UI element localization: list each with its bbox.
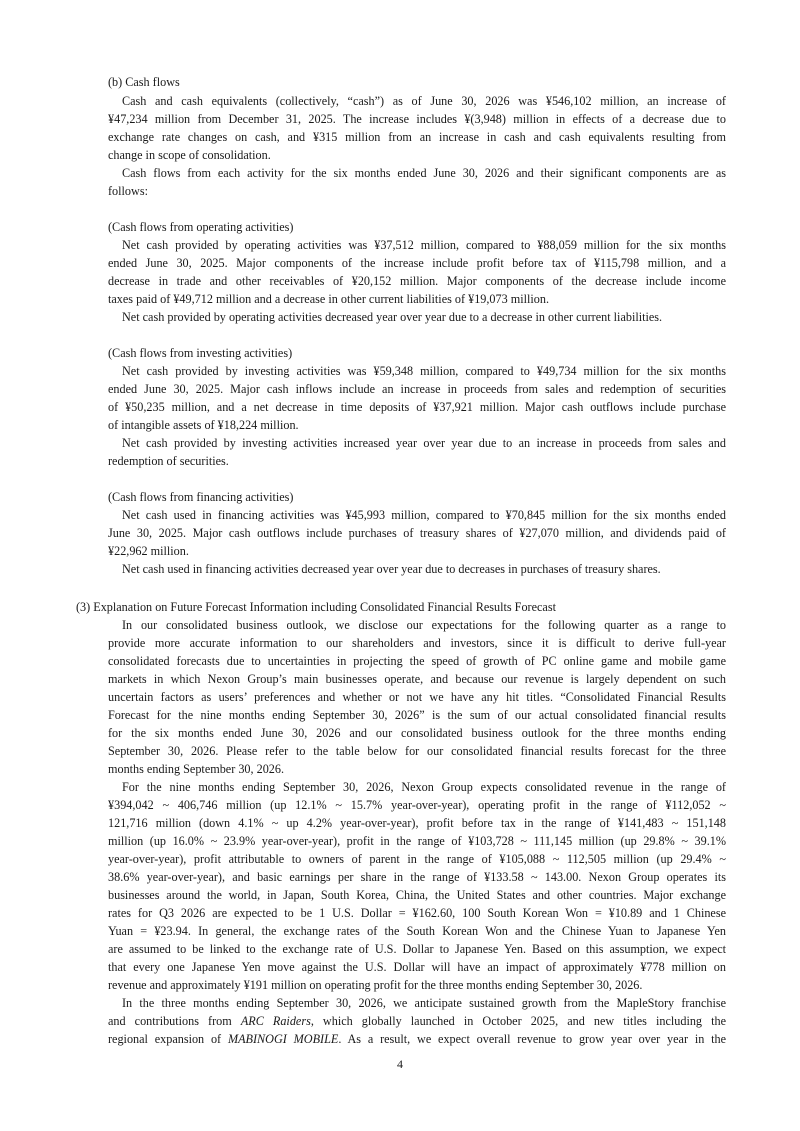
paragraph-line: ¥22,962 million. [108, 544, 189, 558]
paragraph-line [108, 1031, 726, 1047]
paragraph-line: 38.6% year-over-year), and basic earnings per share in the range of ¥133.58 ~ 143.00. Nexon Group operates its [108, 870, 726, 884]
paragraph-line: uncertain factors as users’ preferences and whether or not we have any hit titles. “Consolidated Financial Results [108, 690, 726, 704]
paragraph-line: follows: [108, 184, 148, 198]
subsection-heading: (Cash flows from financing activities) [108, 490, 294, 504]
paragraph-line: ended June 30, 2025. Major components of the increase include profit before tax of ¥115,798 million, and a [108, 256, 726, 270]
paragraph-line: exchange rate changes on cash, and ¥315 million from an increase in cash and cash equivalents resulting from [108, 130, 726, 144]
paragraph-line: Forecast for the nine months ending September 30, 2026” is the sum of our actual consolidated financial results [108, 708, 726, 722]
section-heading: (3) Explanation on Future Forecast Information including Consolidated Financial Results Forecast [76, 600, 556, 614]
paragraph-line: ended June 30, 2025. Major cash inflows include an increase in proceeds from sales and redemption of securities [108, 382, 726, 396]
subsection-heading: (Cash flows from investing activities) [108, 346, 293, 360]
paragraph-line: decrease in trade and other receivables of ¥20,152 million. Major components of the decrease include income [108, 274, 726, 288]
paragraph-line: rates for Q3 2026 are expected to be 1 U.S. Dollar = ¥162.60, 100 South Korean Won = ¥10.89 and 1 Chinese [108, 906, 726, 920]
paragraph-line: redemption of securities. [108, 454, 229, 468]
paragraph-line: ¥47,234 million from December 31, 2025. The increase includes ¥(3,948) million in effects of a decrease due to [108, 112, 726, 126]
paragraph-line: In our consolidated business outlook, we disclose our expectations for the following quarter as a range to [122, 618, 726, 632]
paragraph-line: revenue and approximately ¥191 million on operating profit for the three months ending September 30, 2026. [108, 978, 643, 992]
paragraph-line: Net cash provided by operating activities decreased year over year due to a decrease in other current liabilities. [122, 310, 663, 324]
paragraph-line: months ending September 30, 2026. [108, 762, 285, 776]
paragraph-line: year-over-year), profit attributable to owners of parent in the range of ¥105,088 ~ 112,505 million (up 29.4% ~ [108, 852, 726, 866]
page-number: 4 [397, 1057, 403, 1071]
text-run: , which globally launched in October 2025, and new titles including the [310, 1014, 726, 1028]
paragraph-line: provide more accurate information to our shareholders and investors, since it is difficult to derive full-year [108, 636, 726, 650]
paragraph-line: for the six months ended June 30, 2026 and our consolidated business outlook for the three months ending [108, 726, 726, 740]
paragraph-line: of ¥50,235 million, and a net decrease in time deposits of ¥37,921 million. Major cash outflows include purchase [108, 400, 726, 414]
paragraph-line: Net cash provided by investing activities was ¥59,348 million, compared to ¥49,734 million for the six months [122, 364, 726, 378]
paragraph-line: Net cash provided by investing activities increased year over year due to an increase in proceeds from sales and [122, 436, 726, 450]
paragraph-line: Cash and cash equivalents (collectively, “cash”) as of June 30, 2026 was ¥546,102 million, an increase of [122, 94, 726, 108]
paragraph-line: businesses around the world, in Japan, South Korea, China, the United States and other countries. Major exchange [108, 888, 726, 902]
text-run: and contributions from [108, 1014, 241, 1028]
paragraph-line: 121,716 million (down 4.1% ~ up 4.2% year-over-year), profit before tax in the range of ¥141,483 ~ 151,148 [108, 816, 726, 830]
paragraph-line [108, 1013, 726, 1029]
game-title-arc-raiders: ARC Raiders [240, 1014, 311, 1028]
paragraph-line: are assumed to be linked to the exchange rate of U.S. Dollar to Japanese Yen. Based on this assumption, we expect [108, 942, 726, 956]
paragraph-line: of intangible assets of ¥18,224 million. [108, 418, 299, 432]
paragraph-line: For the nine months ending September 30, 2026, Nexon Group expects consolidated revenue in the range of [122, 780, 726, 794]
paragraph-line: million (up 16.0% ~ 23.9% year-over-year), profit in the range of ¥103,728 ~ 111,145 million (up 29.8% ~ 39.1% [108, 834, 726, 848]
section-heading: (b) Cash flows [108, 75, 180, 89]
text-run: . As a result, we expect overall revenue to grow year over year in the [338, 1032, 727, 1046]
paragraph-line: June 30, 2025. Major cash outflows include purchases of treasury shares of ¥27,070 million, and dividends paid of [108, 526, 726, 540]
paragraph-line: Net cash used in financing activities was ¥45,993 million, compared to ¥70,845 million for the six months ended [122, 508, 726, 522]
paragraph-line: consolidated forecasts due to uncertainties in projecting the speed of growth of PC online game and mobile game [108, 654, 726, 668]
paragraph-line: Cash flows from each activity for the six months ended June 30, 2026 and their significant components are as [122, 166, 726, 180]
paragraph-line: that every one Japanese Yen move against the U.S. Dollar will have an impact of approximately ¥778 million on [108, 960, 726, 974]
paragraph-line: Net cash used in financing activities decreased year over year due to decreases in purchases of treasury shares. [122, 562, 661, 576]
paragraph-line: markets in which Nexon Group’s main businesses operate, and because our revenue is largely dependent on such [108, 672, 726, 686]
game-title-mabinogi-mobile: MABINOGI MOBILE [227, 1032, 339, 1046]
paragraph-line: September 30, 2026. Please refer to the table below for our consolidated financial results forecast for the three [108, 744, 726, 758]
paragraph-line: change in scope of consolidation. [108, 148, 271, 162]
paragraph-line: taxes paid of ¥49,712 million and a decrease in other current liabilities of ¥19,073 million. [108, 292, 550, 306]
paragraph-line: In the three months ending September 30, 2026, we anticipate sustained growth from the MapleStory franchise [122, 996, 726, 1010]
subsection-heading: (Cash flows from operating activities) [108, 220, 294, 234]
paragraph-line: ¥394,042 ~ 406,746 million (up 12.1% ~ 15.7% year-over-year), operating profit in the range of ¥112,052 ~ [108, 798, 726, 812]
paragraph-line: Net cash provided by operating activities was ¥37,512 million, compared to ¥88,059 million for the six months [122, 238, 726, 252]
paragraph-line: Yuan = ¥23.94. In general, the exchange rates of the South Korean Won and the Chinese Yuan to Japanese Yen [108, 924, 726, 938]
text-run: regional expansion of [108, 1032, 228, 1046]
